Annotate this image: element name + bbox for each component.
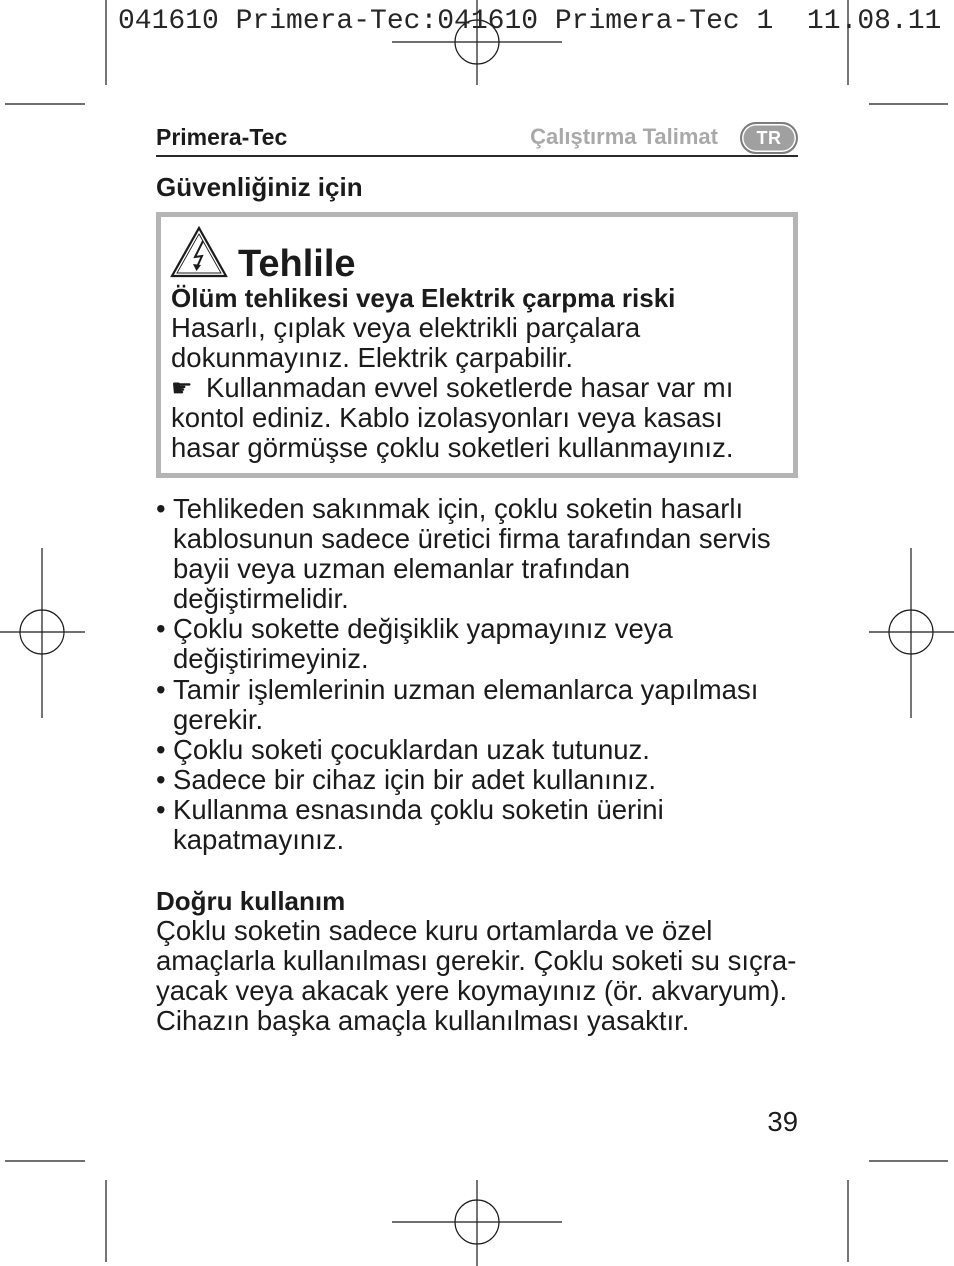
crop-mark-bottom-right [848, 1161, 948, 1262]
safety-heading: Güvenliğiniz için [156, 172, 363, 202]
warning-line: Hasarlı, çıplak veya elektrikli parçalara [171, 312, 641, 343]
list-item-line: Çoklu soketi çocuklardan uzak tutunuz. [173, 733, 650, 765]
list-item-line: kapatmayınız. [173, 824, 345, 856]
list-item [156, 765, 798, 795]
registration-mark-bottom [392, 1180, 562, 1266]
crop-mark-bottom-left [5, 1161, 106, 1262]
paragraph-line: Çoklu soketin sadece kuru ortamlarda ve özel [156, 915, 713, 946]
list-item-line: bayii veya uzman elemanlar trafından [173, 553, 631, 585]
list-item-line: Kullanma esnasında çoklu soketin üerini [173, 793, 664, 825]
paragraph-line: amaçlarla kullanılması gerekir. Çoklu soketi su sıçra- [156, 945, 797, 976]
bullet-marker: • [156, 673, 166, 705]
language-badge: TR [740, 122, 798, 154]
warning-line: kontol ediniz. Kablo izolasyonları veya kasası [171, 402, 723, 433]
warning-title: Tehlile [238, 243, 356, 285]
intended-use-heading: Doğru kullanım [156, 886, 346, 916]
warning-hint-line [171, 373, 791, 403]
list-item-line: kablosunun sadece üretici firma tarafından servis [173, 523, 771, 555]
safety-bullet-list [156, 494, 798, 855]
bullet-marker: • [156, 733, 166, 765]
list-item [156, 795, 798, 855]
bullet-marker: • [156, 613, 166, 645]
warning-subtitle: Ölüm tehlikesi veya Elektrik çarpma riski [171, 283, 676, 313]
header-doc-title: Çalıştırma Talimat [530, 124, 718, 149]
registration-mark-left [0, 548, 85, 718]
pointing-hand-icon: ☛ [171, 374, 193, 402]
danger-warning-box [156, 212, 798, 478]
list-item [156, 614, 798, 674]
warning-text [171, 283, 791, 463]
electric-hazard-warning-icon [170, 226, 228, 278]
warning-line: dokunmayınız. Elektrik çarpabilir. [171, 342, 573, 373]
intended-use-section [156, 886, 798, 1036]
header-brand: Primera-Tec [156, 124, 288, 150]
bullet-marker: • [156, 763, 166, 795]
warning-hint-text: Kullanmadan evvel soketlerde hasar var mı [206, 372, 734, 403]
registration-mark-right [869, 548, 954, 718]
crop-mark-top-left [5, 0, 106, 104]
list-item-line: gerekir. [173, 703, 264, 735]
list-item-line: değiştirimeyiniz. [173, 643, 369, 675]
warning-line: hasar görmüşse çoklu soketleri kullanmayınız. [171, 432, 734, 463]
bullet-marker: • [156, 493, 166, 524]
list-item [156, 494, 798, 614]
header-rule [156, 155, 798, 157]
list-item-line: değiştirmelidir. [173, 583, 349, 615]
page-number: 39 [767, 1106, 798, 1137]
list-item [156, 735, 798, 765]
list-item-line: Tamir işlemlerinin uzman elemanlarca yapılması [173, 673, 759, 705]
list-item [156, 675, 798, 735]
list-item-line: Tehlikeden sakınmak için, çoklu soketin hasarlı [173, 493, 744, 524]
list-item-line: Sadece bir cihaz için bir adet kullanınız. [173, 763, 657, 795]
paragraph-line: yacak veya akacak yere koymayınız (ör. akvaryum). [156, 975, 788, 1006]
paragraph-line: Cihazın başka amaçla kullanılması yasaktır. [156, 1005, 690, 1036]
list-item-line: Çoklu sokette değişiklik yapmayınız veya [173, 613, 673, 645]
bullet-marker: • [156, 793, 166, 825]
print-slug-line: 041610 Primera-Tec:041610 Primera-Tec 1 11.08.11 [118, 6, 942, 37]
